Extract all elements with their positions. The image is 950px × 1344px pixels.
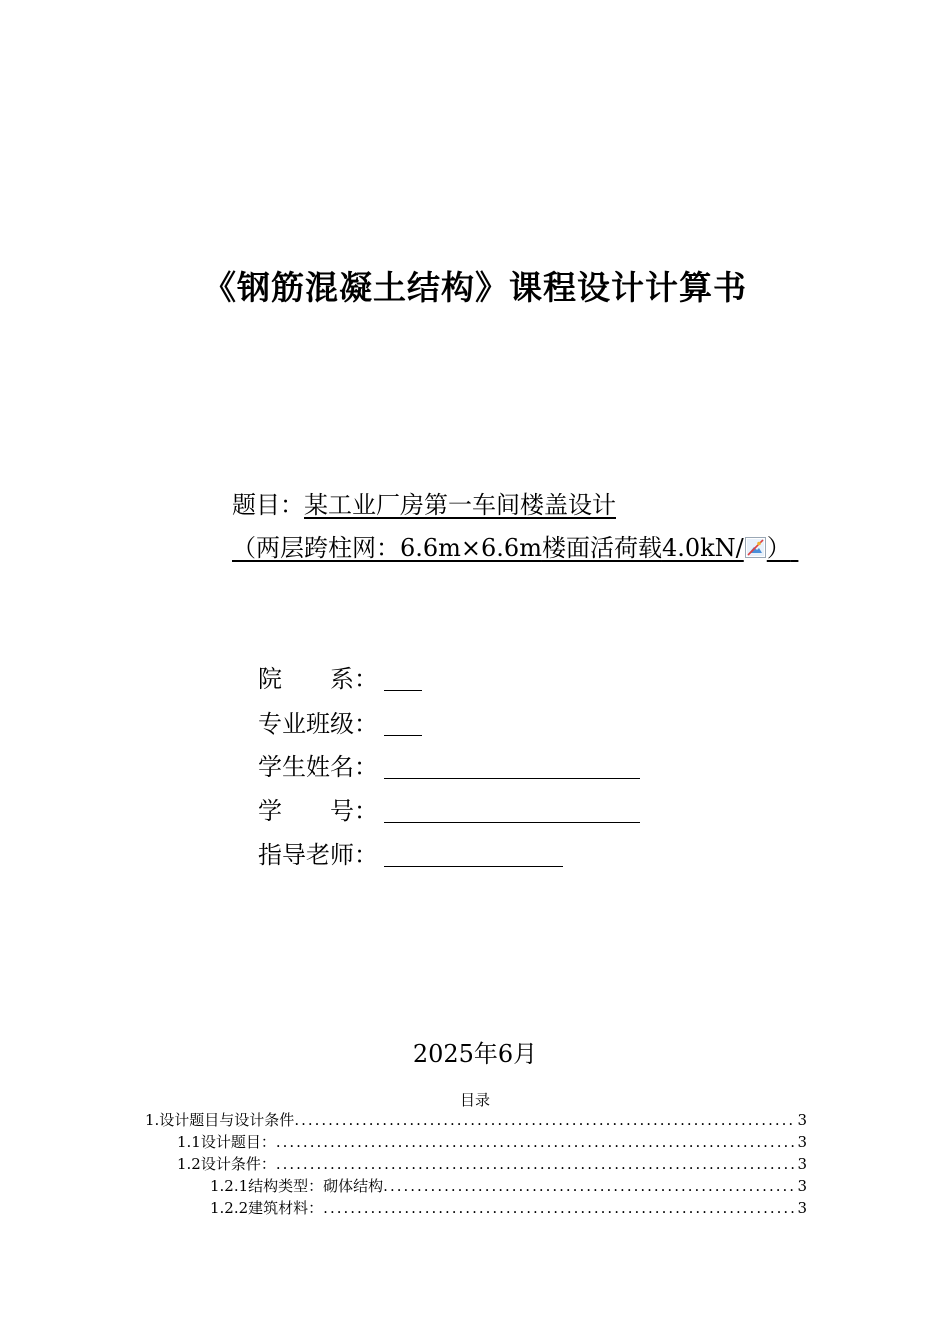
topic-subtitle bbox=[232, 531, 798, 565]
department-blank bbox=[384, 664, 422, 691]
field-label: 院 系： bbox=[258, 665, 378, 693]
toc-entry-text: 1.2.1结构类型：砌体结构 bbox=[210, 1177, 384, 1195]
toc-entry[interactable] bbox=[177, 1132, 807, 1152]
subtitle-load: 4.0kN/ bbox=[661, 534, 744, 562]
info-field-student-name bbox=[258, 750, 640, 784]
toc-page-number: 3 bbox=[797, 1177, 807, 1195]
info-field-advisor bbox=[258, 838, 563, 872]
topic-line bbox=[232, 488, 616, 522]
subtitle-close: ） bbox=[766, 534, 791, 562]
toc-entry[interactable] bbox=[145, 1110, 807, 1130]
toc-entry-text: 1.1设计题目： bbox=[177, 1133, 276, 1151]
topic-value: 某工业厂房第一车间楼盖设计 bbox=[304, 491, 616, 519]
toc-leader bbox=[323, 1198, 795, 1218]
advisor-blank bbox=[384, 840, 563, 867]
student-name-blank bbox=[384, 752, 640, 779]
subtitle-open: （两层跨柱网：6.6m×6.6m bbox=[232, 534, 542, 562]
field-label: 学 号： bbox=[258, 797, 378, 825]
toc-leader bbox=[276, 1154, 796, 1174]
field-label: 学生姓名： bbox=[258, 753, 378, 781]
toc-leader bbox=[276, 1132, 796, 1152]
toc-page-number: 3 bbox=[797, 1111, 807, 1129]
subtitle-mid: 楼面活荷载 bbox=[541, 534, 662, 562]
toc-entry[interactable] bbox=[210, 1198, 807, 1218]
toc-leader bbox=[383, 1176, 795, 1196]
toc-heading: 目录 bbox=[459, 1091, 490, 1109]
info-field-department bbox=[258, 662, 422, 696]
toc-entry-text: 1.2设计条件： bbox=[177, 1155, 276, 1173]
toc-entry[interactable] bbox=[177, 1154, 807, 1174]
toc-entry[interactable] bbox=[210, 1176, 807, 1196]
student-id-blank bbox=[384, 796, 640, 823]
field-label: 专业班级： bbox=[258, 710, 378, 738]
class-blank bbox=[384, 709, 422, 736]
info-field-student-id bbox=[258, 794, 640, 828]
topic-label: 题目： bbox=[232, 491, 304, 519]
field-label: 指导老师： bbox=[258, 841, 378, 869]
info-field-class bbox=[258, 707, 422, 741]
document-date: 2025年6月 bbox=[412, 1040, 538, 1068]
broken-image-icon bbox=[745, 537, 766, 558]
toc-leader bbox=[294, 1110, 795, 1130]
toc-page-number: 3 bbox=[797, 1155, 807, 1173]
toc-entry-text: 1.2.2建筑材料： bbox=[210, 1199, 324, 1217]
toc-page-number: 3 bbox=[797, 1199, 807, 1217]
toc-page-number: 3 bbox=[797, 1133, 807, 1151]
toc-entry-text: 1.设计题目与设计条件 bbox=[145, 1111, 295, 1129]
document-title: 《钢筋混凝土结构》课程设计计算书 bbox=[203, 268, 747, 307]
